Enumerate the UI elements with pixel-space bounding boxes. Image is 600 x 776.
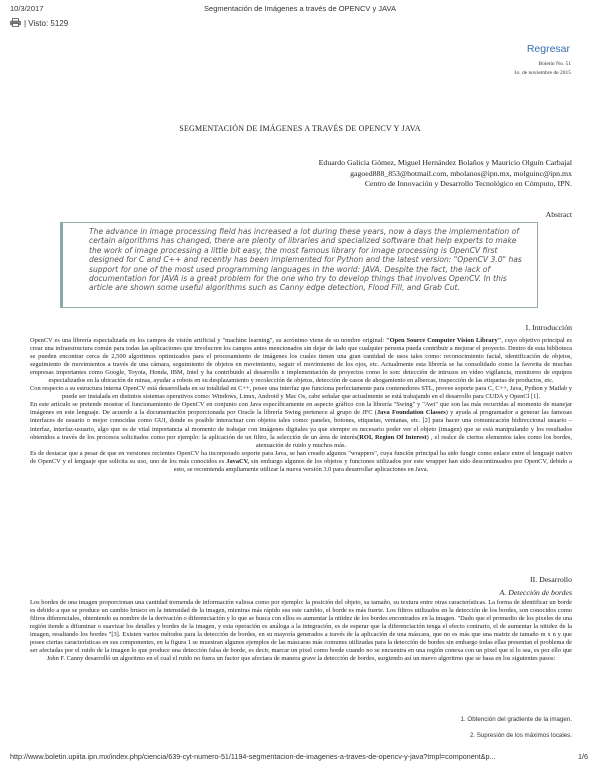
intro-paragraph-3: En este artículo se pretende mostrar el funcionamiento de OpenCV en conjunto con Java específicamente en aspecto gráfico con la librería "Swing" y "Awt" que son las más recurridas al momento de manejar imágenes en este lenguaje. De acuerdo a la documentación proporcionada por Oracle la librería Swing pertenece al grupo de JFC (Java Foundation Classes) y ayuda al programador a generar las famosas interfaces de usuario o mejor conocidas como GUI, donde es posible interactuar con objetos tales como: paneles, botones, etiquetas, ventanas, etc. [2] para hacer una comunicación bidireccional usuario – interfaz, interfaz-usuario, algo que es de vital importancia al momento de trabajar con imágenes digitales ya que siempre es necesario poder ver el objeto (imagen) que se está manipulando y los resultados obtenidos a través de los procesos solicitados como por ejemplo: la aplicación de un filtro, la selección de un área de interés(ROI, Region Of Interest) , el realce de ciertos elementos tales como los bordes, atenuación de ruido y muchos más. xyxy=(30,401,573,449)
authors: Eduardo Galicia Gómez, Miguel Hernández Bolaños y Mauricio Olguín Carbajal xyxy=(318,158,572,167)
intro-paragraph-4: Es de destacar que a pesar de que en versiones recientes OpenCV ha incorporado soporte para Java, se han creado algunos "wrappers", cuya función principal ha sido fungir como enlace entre el lenguaje nativo de OpenCV y el lenguaje que solicita su uso, uno de los más conocidos es JavaCV, sin embargo algunos de los objetos y funciones utilizados por este wrapper han sido descontinuados por OpenCV, debido a esto, se recomienda ampliamente utilizar la nueva versión 3.0 para desarrollar aplicaciones en Java. xyxy=(30,449,572,473)
intro-paragraph-1: OpenCV es una librería especializada en los campos de visión artificial y "machine learning", su acrónimo viene de su nombre original: "Open Source Computer Vision Library", cuyo objetivo principal es crear una infraestructura común para todas las aplicaciones que involucren los campos antes mencionados sin dejar de lado que cualquier persona pueda contribuir a mejorar el proyecto. Dentro de esta biblioteca se pueden encontrar cerca de 2,500 algoritmos optimizados para el procesamiento de imágenes los cuales tienen una gran cantidad de usos tales como: reconocimiento facial, identificación de objetos, seguimiento de movimientos a través de una cámara, seguimiento de objetos en movimiento, seguir el movimiento de los ojos, etc. Actualmente esta librería se ha consolidado como la favorita de muchas empresas importantes como Google, Toyota, Honda, IBM, Intel y ha contribuido al desarrollo e implementación de proyectos como lo son: detección de intrusos en video vigilancia, monitoreo de equipos especializados en la ubicación de minas, ayudar a robots en su desplazamiento y recolección de objetos, detección de casos de ahogamiento en albercas, inspección de las etiquetas de productos, etc. xyxy=(30,337,572,385)
affiliation: Centro de Innovación y Desarrollo Tecnológico en Cómputo, IPN. xyxy=(364,179,572,188)
footer-page: 1/6 xyxy=(578,752,588,761)
intro-body xyxy=(30,337,572,474)
step-item: 1. Obtención del gradiente de la imagen. xyxy=(460,716,572,723)
article-toolbar xyxy=(10,18,68,29)
bulletin-date: 1o. de noviembre de 2015 xyxy=(513,70,571,76)
back-link[interactable]: Regresar xyxy=(526,43,570,55)
intro-paragraph-2: Con respecto a su estructura interna OpenCV está desarrollada en su totalidad en C++, posee una interfaz que funciona perfectamente para contenedores STL, provee soporte para C, C++, Java, Python y Matlab y puede ser instalada en distintos sistemas operativos como: Windows, Linux, Android y Mac Os, cabe señalar que actualmente se está trabajando en el desarrollo para CUDA y OpenCl [1]. xyxy=(30,385,572,401)
step-item: 2. Supresión de los máximos locales. xyxy=(469,732,572,739)
printer-icon[interactable] xyxy=(10,18,21,29)
abstract-heading: Abstract xyxy=(545,210,572,219)
article-title: SEGMENTACIÓN DE IMÁGENES A TRAVÉS DE OPENCV Y JAVA xyxy=(179,124,421,133)
bulletin-number: Boletín No. 51 xyxy=(538,61,571,67)
edge-detection-subheading: A. Detección de bordes xyxy=(499,588,572,597)
development-body xyxy=(30,599,572,663)
intro-heading: I. Introducción xyxy=(525,323,572,332)
author-emails: gagoed888_853@hotmail.com, mbolanos@ipn.mx, molguinc@ipn.mx xyxy=(350,168,572,178)
author-block xyxy=(319,158,572,190)
print-title: Segmentación de Imágenes a través de OPENCV y JAVA xyxy=(204,4,396,13)
footer-url: http://www.boletin.upiita.ipn.mx/index.php/ciencia/639-cyt-numero-51/1194-segmentacion-de-imagenes-a-traves-de-opencv-y-java?tmpl=component&p... xyxy=(10,752,496,761)
development-paragraph-1: Los bordes de una imagen proporcionan una cantidad tremenda de información valiosa como por ejemplo: la posición del objeto, su tamaño, su textura entre otras características. La forma de identificar un borde es debido a que se produce un cambio brusco en la intensidad de la imagen, mientras más rápido sea este cambio, el borde es más fuerte. Los filtros utilizados en la detección de los bordes, son conocidos como filtros diferenciales, obteniendo su nombre de la derivación o diferenciación y lo que se busca con ellos es aumentar la nitidez de los bordes encontrados en la imagen. "Dado que el promedio de los pixeles de una región tiende a difuminar o suavizar los detalles y bordes de la imagen, y esta operación es análoga a la integración, es de esperar que la diferenciación tenga el efecto contrario, el de aumentar la nitidez de la imagen, resaltando los bordes "[3]. Existen varios métodos para la detección de bordes, en su mayoría generados a través de la aplicación de una máscara, que no es más que una matriz de tamaño m x n y que posee ciertas características en sus componentes, en la figura 1 se muestran algunos ejemplos de las máscaras más comunes utilizadas para la detección de bordes sin embargo todas ellas presentan el problema de ser afectadas por el ruido de la imagen lo que produce una detección falsa de borde, es decir, marcar un pixel como borde cuando no se encuentra en una región conexa con un pixel que sí lo sea, es por ello que John F. Canny desarrolló un algoritmo en el cual el ruido no fuera un factor que afectara de manera grave la detección de bordes, surgiendo así un nuevo algoritmo que se basa en los siguientes pasos: xyxy=(30,599,572,663)
views-count: | Visto: 5129 xyxy=(24,19,69,28)
print-date: 10/3/2017 xyxy=(10,4,44,13)
development-heading: II. Desarrollo xyxy=(530,575,572,584)
abstract-quote: The advance in image processing field has increased a lot during these years, now a days the implementation of certain algorithms has changed, there are plenty of libraries and specialized software that help experts to make the work of image processing a little bit easy, the most famous library for image processing is OpenCV first designed for C and C++ and recently has been implemented for Python and the latest version: "OpenCV 3.0" has support for one of the most used programming languages in the world: JAVA. Despite the fact, the lack of documentation for JAVA is a great problem for the one who try to develop things that involves OpenCV. In this article are shown some useful algorithms such as Canny edge detection, Flood Fill, and Grab Cut. xyxy=(60,222,538,308)
